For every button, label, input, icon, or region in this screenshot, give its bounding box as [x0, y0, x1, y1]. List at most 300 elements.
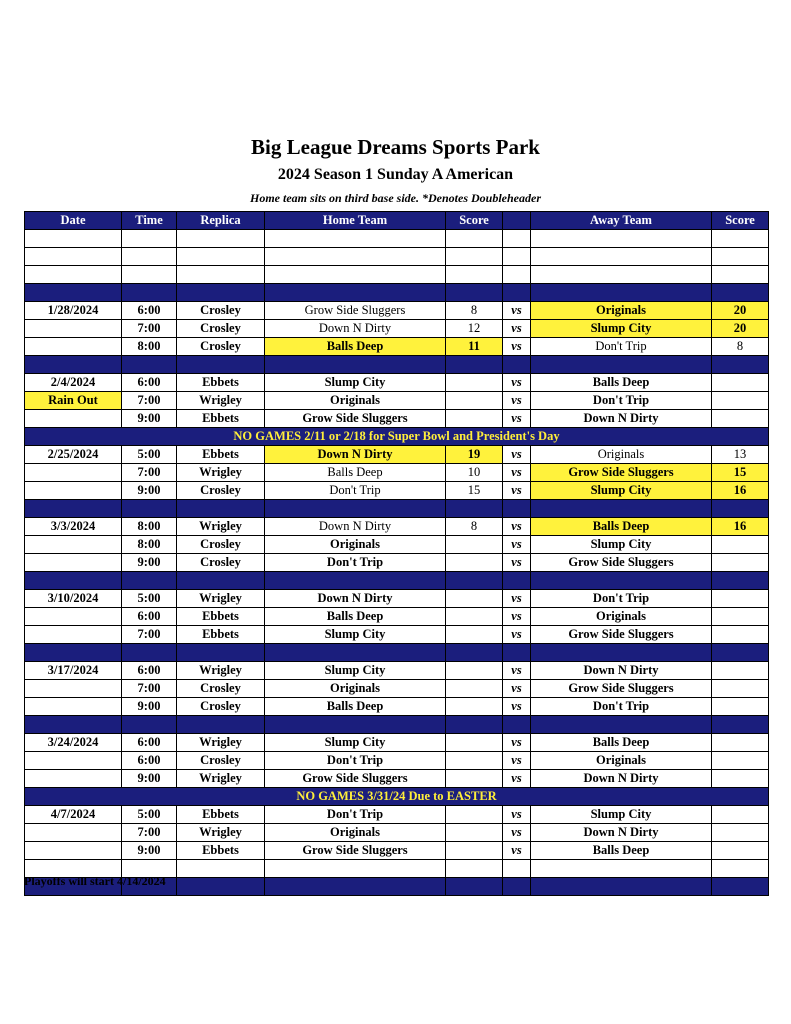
- cell-home-team: Originals: [265, 680, 446, 698]
- cell-away-score: [712, 806, 769, 824]
- cell-replica: Ebbets: [177, 374, 265, 392]
- cell-home-team: Grow Side Sluggers: [265, 410, 446, 428]
- cell-away-score: [712, 608, 769, 626]
- empty-cell: [531, 572, 712, 590]
- cell-away-score: [712, 410, 769, 428]
- empty-cell: [446, 878, 503, 896]
- game-row: [25, 392, 769, 410]
- game-row: [25, 662, 769, 680]
- cell-away-team: Grow Side Sluggers: [531, 554, 712, 572]
- cell-date: 3/24/2024: [25, 734, 122, 752]
- page-title: Big League Dreams Sports Park: [251, 135, 540, 159]
- cell-time: 8:00: [122, 536, 177, 554]
- empty-cell: [446, 230, 503, 248]
- cell-vs: vs: [503, 770, 531, 788]
- cell-date: [25, 842, 122, 860]
- cell-replica: Crosley: [177, 302, 265, 320]
- cell-time: 9:00: [122, 698, 177, 716]
- empty-cell: [265, 284, 446, 302]
- empty-cell: [712, 248, 769, 266]
- cell-time: 5:00: [122, 446, 177, 464]
- game-row: [25, 680, 769, 698]
- cell-away-team: Don't Trip: [531, 590, 712, 608]
- cell-home-score: 12: [446, 320, 503, 338]
- blank-row: [25, 230, 769, 248]
- cell-home-team: Don't Trip: [265, 806, 446, 824]
- cell-vs: vs: [503, 752, 531, 770]
- cell-time: 7:00: [122, 824, 177, 842]
- cell-replica: Wrigley: [177, 392, 265, 410]
- separator-row: [25, 284, 769, 302]
- col-header-replica: Replica: [177, 212, 265, 230]
- cell-replica: Crosley: [177, 482, 265, 500]
- cell-away-score: [712, 626, 769, 644]
- empty-cell: [712, 572, 769, 590]
- empty-cell: [265, 356, 446, 374]
- cell-replica: Crosley: [177, 536, 265, 554]
- empty-cell: [265, 716, 446, 734]
- cell-away-team: Balls Deep: [531, 518, 712, 536]
- game-row: [25, 302, 769, 320]
- empty-cell: [446, 284, 503, 302]
- empty-cell: [531, 716, 712, 734]
- cell-vs: vs: [503, 590, 531, 608]
- blank-row: [25, 266, 769, 284]
- cell-away-score: 13: [712, 446, 769, 464]
- cell-away-score: [712, 824, 769, 842]
- empty-cell: [503, 356, 531, 374]
- cell-date: 3/3/2024: [25, 518, 122, 536]
- cell-date: [25, 752, 122, 770]
- cell-home-team: Don't Trip: [265, 554, 446, 572]
- empty-cell: [503, 572, 531, 590]
- cell-home-score: [446, 536, 503, 554]
- game-row: [25, 590, 769, 608]
- empty-cell: [25, 248, 122, 266]
- cell-away-score: 16: [712, 482, 769, 500]
- empty-cell: [531, 248, 712, 266]
- cell-away-team: Originals: [531, 608, 712, 626]
- cell-replica: Ebbets: [177, 806, 265, 824]
- cell-date: [25, 626, 122, 644]
- cell-time: 9:00: [122, 842, 177, 860]
- empty-cell: [503, 716, 531, 734]
- cell-date: 2/25/2024: [25, 446, 122, 464]
- cell-replica: Ebbets: [177, 410, 265, 428]
- game-row: [25, 752, 769, 770]
- cell-home-team: Grow Side Sluggers: [265, 842, 446, 860]
- empty-cell: [177, 266, 265, 284]
- empty-cell: [446, 248, 503, 266]
- cell-away-team: Slump City: [531, 536, 712, 554]
- col-header-home-score: Score: [446, 212, 503, 230]
- game-row: [25, 464, 769, 482]
- schedule-body: [25, 230, 769, 896]
- footer-note: Playoffs will start 4/14/2024: [24, 874, 166, 888]
- col-header-home-team: Home Team: [265, 212, 446, 230]
- cell-home-score: [446, 590, 503, 608]
- cell-away-team: Grow Side Sluggers: [531, 626, 712, 644]
- game-row: [25, 482, 769, 500]
- empty-cell: [25, 284, 122, 302]
- cell-home-score: [446, 680, 503, 698]
- cell-replica: Wrigley: [177, 824, 265, 842]
- empty-cell: [531, 644, 712, 662]
- cell-date: Rain Out: [25, 392, 122, 410]
- cell-away-score: [712, 842, 769, 860]
- empty-cell: [503, 500, 531, 518]
- empty-cell: [25, 644, 122, 662]
- cell-time: 9:00: [122, 410, 177, 428]
- cell-home-score: [446, 842, 503, 860]
- cell-replica: Crosley: [177, 680, 265, 698]
- empty-cell: [503, 644, 531, 662]
- cell-date: 3/10/2024: [25, 590, 122, 608]
- cell-vs: vs: [503, 734, 531, 752]
- cell-home-score: [446, 554, 503, 572]
- cell-home-team: Slump City: [265, 734, 446, 752]
- cell-vs: vs: [503, 374, 531, 392]
- cell-home-team: Slump City: [265, 626, 446, 644]
- cell-home-score: [446, 806, 503, 824]
- empty-cell: [446, 356, 503, 374]
- cell-vs: vs: [503, 518, 531, 536]
- cell-time: 9:00: [122, 482, 177, 500]
- cell-time: 8:00: [122, 518, 177, 536]
- cell-away-team: Slump City: [531, 482, 712, 500]
- game-row: [25, 446, 769, 464]
- cell-home-team: Originals: [265, 536, 446, 554]
- cell-vs: vs: [503, 626, 531, 644]
- game-row: [25, 698, 769, 716]
- cell-vs: vs: [503, 338, 531, 356]
- empty-cell: [446, 716, 503, 734]
- empty-cell: [25, 230, 122, 248]
- empty-cell: [122, 572, 177, 590]
- cell-replica: Crosley: [177, 338, 265, 356]
- blank-row: [25, 248, 769, 266]
- cell-away-team: Don't Trip: [531, 392, 712, 410]
- table-header-row: [25, 212, 769, 230]
- separator-row: [25, 572, 769, 590]
- empty-cell: [503, 878, 531, 896]
- cell-home-score: 10: [446, 464, 503, 482]
- cell-date: [25, 320, 122, 338]
- empty-cell: [25, 266, 122, 284]
- cell-away-score: [712, 590, 769, 608]
- cell-date: [25, 464, 122, 482]
- cell-home-team: Slump City: [265, 662, 446, 680]
- cell-home-team: Grow Side Sluggers: [265, 770, 446, 788]
- cell-replica: Ebbets: [177, 626, 265, 644]
- game-row: [25, 626, 769, 644]
- cell-away-score: [712, 374, 769, 392]
- cell-date: [25, 338, 122, 356]
- cell-vs: vs: [503, 302, 531, 320]
- empty-cell: [265, 644, 446, 662]
- cell-vs: vs: [503, 662, 531, 680]
- cell-time: 5:00: [122, 806, 177, 824]
- cell-away-team: Down N Dirty: [531, 662, 712, 680]
- empty-cell: [446, 266, 503, 284]
- cell-home-team: Originals: [265, 392, 446, 410]
- cell-date: 2/4/2024: [25, 374, 122, 392]
- cell-time: 6:00: [122, 734, 177, 752]
- cell-away-score: 20: [712, 302, 769, 320]
- empty-cell: [122, 716, 177, 734]
- game-row: [25, 320, 769, 338]
- cell-away-score: 20: [712, 320, 769, 338]
- cell-away-team: Slump City: [531, 806, 712, 824]
- empty-cell: [122, 500, 177, 518]
- cell-away-score: [712, 680, 769, 698]
- page-note: Home team sits on third base side. *Denotes Doubleheader: [250, 191, 541, 205]
- cell-time: 6:00: [122, 662, 177, 680]
- game-row: [25, 410, 769, 428]
- cell-vs: vs: [503, 410, 531, 428]
- cell-home-team: Down N Dirty: [265, 590, 446, 608]
- empty-cell: [177, 644, 265, 662]
- cell-date: [25, 410, 122, 428]
- empty-cell: [531, 878, 712, 896]
- cell-away-score: 15: [712, 464, 769, 482]
- game-row: [25, 374, 769, 392]
- empty-cell: [531, 356, 712, 374]
- cell-vs: vs: [503, 824, 531, 842]
- empty-cell: [712, 356, 769, 374]
- cell-replica: Crosley: [177, 320, 265, 338]
- cell-away-team: Don't Trip: [531, 698, 712, 716]
- game-row: [25, 518, 769, 536]
- empty-cell: [446, 860, 503, 878]
- empty-cell: [712, 284, 769, 302]
- cell-vs: vs: [503, 392, 531, 410]
- cell-time: 6:00: [122, 752, 177, 770]
- page-subtitle: 2024 Season 1 Sunday A American: [277, 166, 514, 183]
- empty-cell: [503, 248, 531, 266]
- empty-cell: [503, 284, 531, 302]
- cell-away-score: [712, 392, 769, 410]
- cell-away-team: Grow Side Sluggers: [531, 464, 712, 482]
- cell-away-team: Down N Dirty: [531, 770, 712, 788]
- empty-cell: [712, 860, 769, 878]
- cell-replica: Wrigley: [177, 464, 265, 482]
- empty-cell: [122, 230, 177, 248]
- empty-cell: [25, 356, 122, 374]
- cell-date: 4/7/2024: [25, 806, 122, 824]
- empty-cell: [177, 356, 265, 374]
- cell-away-team: Balls Deep: [531, 734, 712, 752]
- empty-cell: [446, 572, 503, 590]
- empty-cell: [177, 860, 265, 878]
- empty-cell: [531, 860, 712, 878]
- cell-home-team: Balls Deep: [265, 464, 446, 482]
- empty-cell: [177, 500, 265, 518]
- col-header-date: Date: [25, 212, 122, 230]
- game-row: [25, 824, 769, 842]
- separator-row: [25, 500, 769, 518]
- cell-replica: Crosley: [177, 752, 265, 770]
- cell-replica: Wrigley: [177, 734, 265, 752]
- cell-home-score: [446, 374, 503, 392]
- col-header-away-team: Away Team: [531, 212, 712, 230]
- empty-cell: [531, 266, 712, 284]
- cell-date: [25, 554, 122, 572]
- game-row: [25, 842, 769, 860]
- cell-away-score: 8: [712, 338, 769, 356]
- cell-date: 1/28/2024: [25, 302, 122, 320]
- cell-home-team: Don't Trip: [265, 752, 446, 770]
- cell-time: 7:00: [122, 626, 177, 644]
- empty-cell: [531, 284, 712, 302]
- cell-date: [25, 824, 122, 842]
- cell-away-score: [712, 734, 769, 752]
- empty-cell: [25, 716, 122, 734]
- cell-vs: vs: [503, 680, 531, 698]
- empty-cell: [177, 230, 265, 248]
- cell-away-team: Originals: [531, 302, 712, 320]
- empty-cell: [177, 878, 265, 896]
- cell-replica: Crosley: [177, 554, 265, 572]
- cell-away-team: Balls Deep: [531, 842, 712, 860]
- empty-cell: [25, 572, 122, 590]
- cell-home-team: Slump City: [265, 374, 446, 392]
- separator-row: [25, 716, 769, 734]
- cell-away-score: [712, 554, 769, 572]
- empty-cell: [25, 500, 122, 518]
- cell-home-score: 11: [446, 338, 503, 356]
- cell-replica: Ebbets: [177, 608, 265, 626]
- col-header-vs: [503, 212, 531, 230]
- empty-cell: [177, 284, 265, 302]
- cell-time: 7:00: [122, 680, 177, 698]
- notice-text: NO GAMES 3/31/24 Due to EASTER: [25, 788, 769, 806]
- cell-replica: Wrigley: [177, 770, 265, 788]
- empty-cell: [712, 500, 769, 518]
- cell-away-team: Slump City: [531, 320, 712, 338]
- notice-row: [25, 788, 769, 806]
- cell-time: 9:00: [122, 554, 177, 572]
- cell-time: 6:00: [122, 374, 177, 392]
- cell-home-team: Balls Deep: [265, 698, 446, 716]
- notice-row: [25, 428, 769, 446]
- cell-home-score: [446, 626, 503, 644]
- cell-home-score: [446, 770, 503, 788]
- empty-cell: [712, 644, 769, 662]
- cell-time: 6:00: [122, 302, 177, 320]
- game-row: [25, 806, 769, 824]
- empty-cell: [177, 572, 265, 590]
- cell-away-score: [712, 698, 769, 716]
- cell-time: 6:00: [122, 608, 177, 626]
- cell-date: [25, 482, 122, 500]
- cell-vs: vs: [503, 698, 531, 716]
- cell-home-team: Down N Dirty: [265, 320, 446, 338]
- empty-cell: [503, 860, 531, 878]
- cell-away-team: Originals: [531, 752, 712, 770]
- cell-away-score: [712, 662, 769, 680]
- cell-home-team: Balls Deep: [265, 608, 446, 626]
- col-header-away-score: Score: [712, 212, 769, 230]
- game-row: [25, 536, 769, 554]
- cell-vs: vs: [503, 806, 531, 824]
- game-row: [25, 608, 769, 626]
- cell-vs: vs: [503, 482, 531, 500]
- game-row: [25, 770, 769, 788]
- cell-date: [25, 698, 122, 716]
- cell-replica: Ebbets: [177, 446, 265, 464]
- empty-cell: [446, 644, 503, 662]
- empty-cell: [177, 248, 265, 266]
- empty-cell: [265, 860, 446, 878]
- empty-cell: [712, 878, 769, 896]
- cell-away-score: [712, 752, 769, 770]
- cell-away-score: [712, 770, 769, 788]
- empty-cell: [712, 266, 769, 284]
- game-row: [25, 338, 769, 356]
- empty-cell: [122, 644, 177, 662]
- empty-cell: [503, 266, 531, 284]
- cell-away-team: Down N Dirty: [531, 824, 712, 842]
- cell-home-team: Balls Deep: [265, 338, 446, 356]
- cell-home-score: [446, 734, 503, 752]
- cell-date: [25, 770, 122, 788]
- cell-home-team: Down N Dirty: [265, 446, 446, 464]
- cell-vs: vs: [503, 536, 531, 554]
- cell-replica: Wrigley: [177, 662, 265, 680]
- empty-cell: [265, 248, 446, 266]
- col-header-time: Time: [122, 212, 177, 230]
- cell-home-team: Originals: [265, 824, 446, 842]
- empty-cell: [265, 266, 446, 284]
- cell-time: 7:00: [122, 464, 177, 482]
- cell-time: 5:00: [122, 590, 177, 608]
- cell-away-team: Originals: [531, 446, 712, 464]
- schedule-table: [24, 211, 769, 896]
- cell-vs: vs: [503, 842, 531, 860]
- empty-cell: [177, 716, 265, 734]
- empty-cell: [531, 500, 712, 518]
- empty-cell: [122, 356, 177, 374]
- cell-home-score: [446, 608, 503, 626]
- cell-home-team: Grow Side Sluggers: [265, 302, 446, 320]
- cell-home-score: [446, 698, 503, 716]
- cell-vs: vs: [503, 464, 531, 482]
- cell-home-score: 15: [446, 482, 503, 500]
- cell-home-score: [446, 392, 503, 410]
- separator-row: [25, 356, 769, 374]
- game-row: [25, 734, 769, 752]
- cell-home-score: 8: [446, 302, 503, 320]
- cell-replica: Wrigley: [177, 590, 265, 608]
- game-row: [25, 554, 769, 572]
- cell-vs: vs: [503, 608, 531, 626]
- cell-time: 7:00: [122, 392, 177, 410]
- empty-cell: [446, 500, 503, 518]
- empty-cell: [265, 500, 446, 518]
- cell-time: 9:00: [122, 770, 177, 788]
- empty-cell: [531, 230, 712, 248]
- empty-cell: [122, 248, 177, 266]
- cell-date: [25, 680, 122, 698]
- cell-home-team: Down N Dirty: [265, 518, 446, 536]
- cell-home-score: [446, 410, 503, 428]
- notice-text: NO GAMES 2/11 or 2/18 for Super Bowl and President's Day: [25, 428, 769, 446]
- empty-cell: [122, 284, 177, 302]
- cell-date: 3/17/2024: [25, 662, 122, 680]
- separator-row: [25, 644, 769, 662]
- cell-away-team: Down N Dirty: [531, 410, 712, 428]
